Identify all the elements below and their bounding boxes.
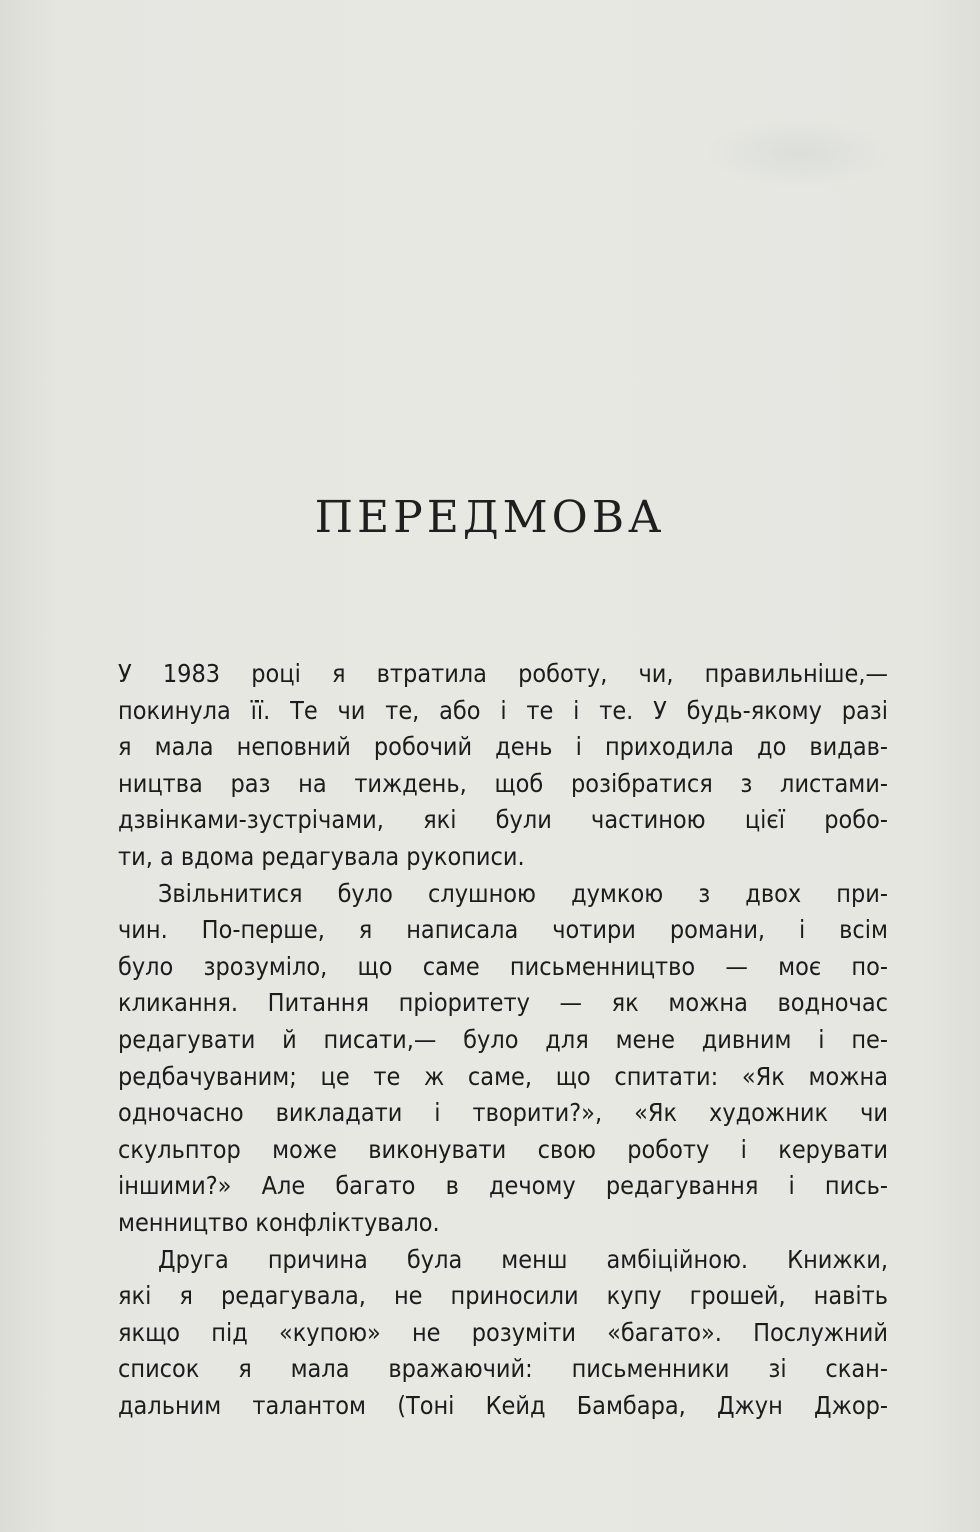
text-line: ти, а вдома редагувала рукописи. — [118, 841, 525, 871]
text-line: скульптор може виконувати свою роботу і керувати — [118, 1134, 888, 1164]
paragraph — [118, 1242, 888, 1425]
text-line: У 1983 році я втратила роботу, чи, правильніше,— — [118, 659, 888, 688]
text-line: було зрозуміло, що саме письменництво — моє по- — [118, 951, 888, 981]
text-line: чин. По-перше, я написала чотири романи, і всім — [118, 915, 888, 945]
text-line: одночасно викладати і творити?», «Як художник чи — [118, 1098, 888, 1128]
text-line: іншими?» Але багато в дечому редагування і пись- — [118, 1171, 888, 1201]
text-line: редбачуваним; це те ж саме, що спитати: «Як можна — [118, 1061, 888, 1091]
text-line: якщо під «купою» не розуміти «багато». Послужний — [118, 1317, 888, 1347]
text-line: я мала неповний робочий день і приходила до видав- — [118, 732, 888, 762]
show-through-ghost — [700, 118, 900, 188]
text-line: Звільнитися було слушною думкою з двох при- — [158, 878, 888, 908]
text-line: ництва раз на тиждень, щоб розібратися з листами- — [118, 768, 888, 798]
text-line: кликання. Питання пріоритету — як можна водночас — [118, 988, 888, 1018]
text-line: покинула її. Те чи те, або і те і те. У будь-якому разі — [118, 695, 888, 725]
text-line: список я мала вражаючий: письменники зі скан- — [118, 1354, 888, 1384]
chapter-title: ПЕРЕДМОВА — [314, 492, 666, 543]
text-line: дальним талантом (Тоні Кейд Бамбара, Джун Джор- — [118, 1390, 888, 1420]
text-line: дзвінками-зустрічами, які були частиною цієї робо- — [118, 805, 888, 835]
text-line: Друга причина була менш амбіційною. Книжки, — [158, 1244, 888, 1274]
text-line: які я редагувала, не приносили купу грошей, навіть — [118, 1281, 888, 1311]
paragraph — [118, 656, 888, 876]
paragraph — [118, 876, 888, 1242]
body-text — [118, 656, 888, 1424]
text-line: менництво конфліктувало. — [118, 1207, 440, 1237]
text-line: редагувати й писати,— було для мене дивним і пе- — [118, 1024, 888, 1054]
